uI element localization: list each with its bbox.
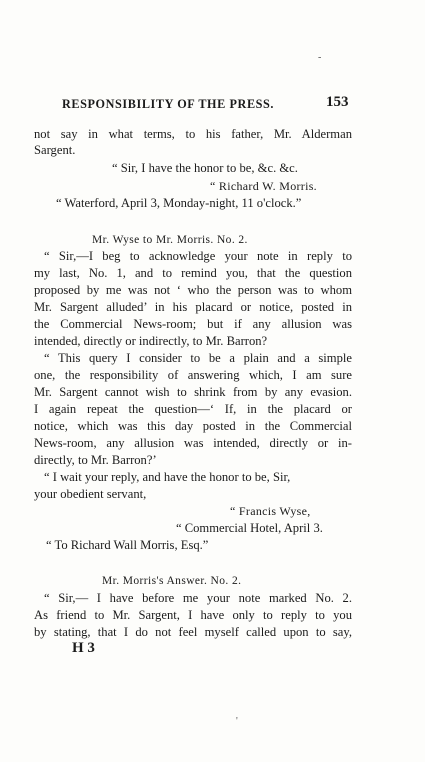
text-line: Sargent.	[34, 143, 76, 157]
text-line: “ Commercial Hotel, April 3.	[176, 521, 323, 535]
text-line: “ Sir,—I beg to acknowledge your note in reply to	[44, 249, 352, 263]
signature-line: “ Richard W. Morris.	[210, 179, 317, 193]
text-line: “ Sir,— I have before me your note marked No. 2.	[44, 591, 352, 605]
text-line: by stating, that I do not feel myself called upon to say,	[34, 625, 352, 639]
ink-speck: -	[318, 52, 322, 63]
text-line: “ I wait your reply, and have the honor to be, Sir,	[44, 470, 291, 484]
text-line: I again repeat the question—‘ If, in the placard or	[34, 402, 352, 416]
text-line: my last, No. 1, and to remind you, that the question	[34, 266, 352, 280]
text-line: Mr. Sargent cannot wish to shrink from by any evasion.	[34, 385, 352, 399]
page-number: 153	[326, 94, 349, 110]
text-line: notice, which was this day posted in the Commercial	[34, 419, 352, 433]
running-title: RESPONSIBILITY OF THE PRESS.	[62, 97, 275, 111]
letter-heading: Mr. Wyse to Mr. Morris. No. 2.	[92, 234, 248, 246]
text-line: “ Sir, I have the honor to be, &c. &c.	[112, 161, 298, 175]
letter-heading: Mr. Morris's Answer. No. 2.	[102, 575, 242, 587]
text-line: one, the responsibility of answering which, I am sure	[34, 368, 352, 382]
ink-speck: '	[236, 716, 238, 727]
text-line: directly, to Mr. Barron?’	[34, 453, 157, 467]
text-line: proposed by me was not ‘ who the person was to whom	[34, 283, 352, 297]
text-line: As friend to Mr. Sargent, I have only to reply to you	[34, 608, 352, 622]
text-line: “ Waterford, April 3, Monday-night, 11 o'clock.”	[56, 196, 302, 210]
signature-line: “ Francis Wyse,	[230, 504, 311, 518]
text-line: “ To Richard Wall Morris, Esq.”	[46, 538, 209, 552]
signature-mark: H 3	[72, 640, 95, 656]
text-line: “ This query I consider to be a plain and a simple	[44, 351, 352, 365]
text-line: your obedient servant,	[34, 487, 147, 501]
text-line: the Commercial News-room; but if any allusion was	[34, 317, 352, 331]
text-line: Mr. Sargent alluded’ in his placard or notice, posted in	[34, 300, 352, 314]
text-line: intended, directly or indirectly, to Mr. Barron?	[34, 334, 268, 348]
text-line: not say in what terms, to his father, Mr. Alderman	[34, 127, 352, 141]
text-line: News-room, any allusion was intended, directly or in-	[34, 436, 352, 450]
